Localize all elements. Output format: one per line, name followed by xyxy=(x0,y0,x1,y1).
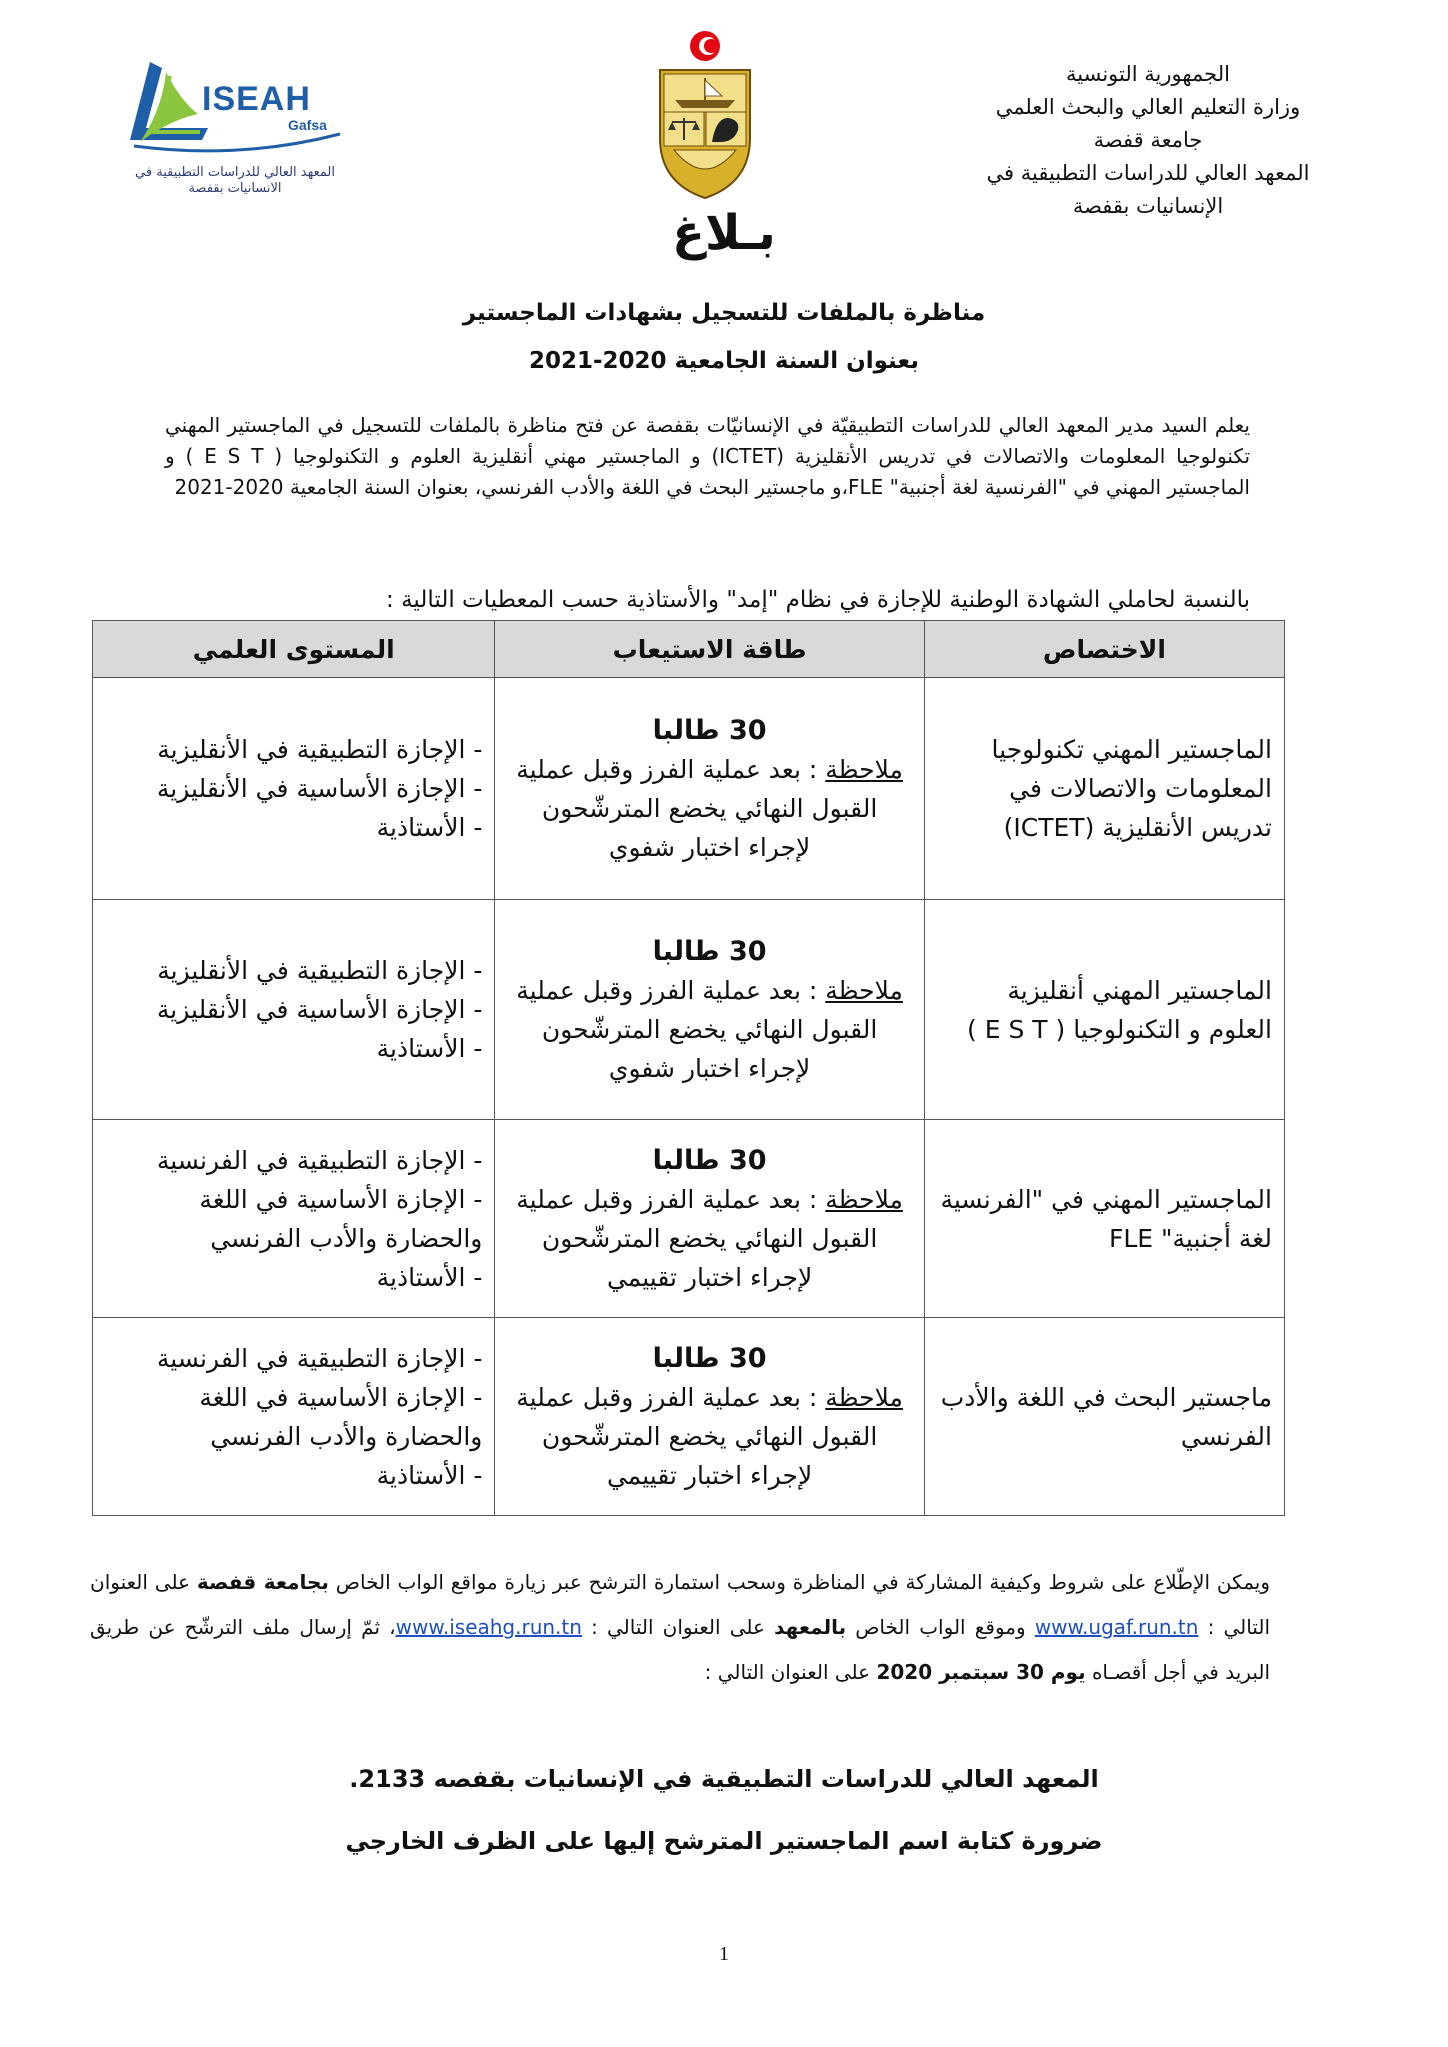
level-item: - الإجازة الأساسية في اللغة xyxy=(199,1382,483,1412)
intro-paragraph: يعلم السيد مدير المعهد العالي للدراسات التطبيقيّة في الإنسانيّات بقفصة عن فتح مناظرة بالملفات للتسجيل في الماجستير المهني تكنولوجيا المعلومات والاتصالات في تدريس الأنقليزية (ICTET) و الماجستير مهني أنقليزية العلوم و التكنولوجيا ( E S T ) و الماجستير المهني في "الفرنسية لغة أجنبية" FLE،و ماجستير البحث في اللغة والأدب الفرنسي، بعنوان السنة الجامعية 2020-2021 xyxy=(165,413,1251,499)
info-text: على العنوان التالي : xyxy=(90,1570,1271,1639)
ministry-header xyxy=(938,58,1358,223)
logo-subword: Gafsa xyxy=(288,117,327,133)
ministry-line: الإنسانيات بقفصة xyxy=(1072,194,1224,218)
ministry-line: المعهد العالي للدراسات التطبيقية في xyxy=(986,161,1310,185)
level-cell xyxy=(93,1318,495,1516)
specialty-cell: الماجستير المهني تكنولوجيا المعلومات والاتصالات في تدريس الأنقليزية (ICTET) xyxy=(924,678,1284,900)
capacity-cell xyxy=(495,900,924,1120)
tunisia-coat-of-arms-icon xyxy=(650,18,760,208)
info-text: ، ثمّ إرسال ملف الترشّح عن طريق البريد في أجل أقصـاه xyxy=(90,1615,1270,1684)
info-text: ويمكن الإطّلاع على شروط وكيفية المشاركة في المناظرة وسحب استمارة الترشح عبر زيارة مواقع الواب الخاص xyxy=(328,1570,1270,1594)
note-label: ملاحظة xyxy=(825,975,903,1005)
ministry-line: الجمهورية التونسية xyxy=(1066,62,1230,86)
capacity-value: 30 طالبا xyxy=(652,935,767,967)
specialty-cell: الماجستير المهني في "الفرنسية لغة أجنبية" FLE xyxy=(924,1120,1284,1318)
ministry-line: وزارة التعليم العالي والبحث العلمي xyxy=(995,95,1301,119)
level-item: - الأستاذية xyxy=(376,813,483,842)
note-label: ملاحظة xyxy=(825,1184,903,1214)
logo-caption: المعهد العالي للدراسات التطبيقية في الانسانيات بقفصة xyxy=(135,165,335,196)
capacity-value: 30 طالبا xyxy=(652,714,767,746)
capacity-note xyxy=(507,1180,911,1297)
level-item: - الإجازة التطبيقية في الأنقليزية xyxy=(157,735,483,764)
level-item: - الأستاذية xyxy=(376,1262,483,1292)
note-text: : بعد عملية الفرز وقبل عملية القبول النهائي يخضع المترشّحون لإجراء اختبار شفوي xyxy=(516,975,878,1083)
table-row xyxy=(93,1120,1285,1318)
logo-wordmark: ISEAH xyxy=(202,80,311,118)
capacity-value: 30 طالبا xyxy=(652,1342,767,1374)
specialty-cell: ماجستير البحث في اللغة والأدب الفرنسي xyxy=(924,1318,1284,1516)
table-row xyxy=(93,678,1285,900)
masters-table xyxy=(92,620,1285,1516)
capacity-value: 30 طالبا xyxy=(652,1144,767,1176)
level-item: والحضارة والأدب الفرنسي xyxy=(210,1421,483,1451)
note-text: : بعد عملية الفرز وقبل عملية القبول النهائي يخضع المترشّحون لإجراء اختبار تقييمي xyxy=(516,1184,878,1292)
institute-logo xyxy=(110,50,360,200)
institute-website-link[interactable]: www.iseahg.run.tn xyxy=(395,1615,582,1639)
note-text: : بعد عملية الفرز وقبل عملية القبول النهائي يخضع المترشّحون لإجراء اختبار شفوي xyxy=(516,754,878,862)
note-text: : بعد عملية الفرز وقبل عملية القبول النهائي يخضع المترشّحون لإجراء اختبار تقييمي xyxy=(516,1382,878,1490)
capacity-note xyxy=(507,750,911,867)
note-label: ملاحظة xyxy=(825,754,903,784)
level-cell xyxy=(93,1120,495,1318)
table-row xyxy=(93,1318,1285,1516)
university-website-link[interactable]: www.ugaf.run.tn xyxy=(1034,1615,1199,1639)
ministry-line: جامعة قفصة xyxy=(1093,128,1203,152)
deadline-date: يوم 30 سبتمبر 2020 xyxy=(876,1660,1086,1684)
academic-year-subtitle: بعنوان السنة الجامعية 2020-2021 xyxy=(528,348,920,374)
level-cell xyxy=(93,678,495,900)
envelope-note: ضرورة كتابة اسم الماجستير المترشح إليها على الظرف الخارجي xyxy=(345,1827,1103,1855)
document-title: بـلاغ xyxy=(672,205,776,261)
capacity-note xyxy=(507,971,911,1088)
table-header-row xyxy=(93,621,1285,678)
level-item: - الإجازة الأساسية في الأنقليزية xyxy=(156,774,483,803)
level-item: - الإجازة التطبيقية في الفرنسية xyxy=(156,1343,483,1373)
capacity-cell xyxy=(495,1318,924,1516)
specialty-cell: الماجستير المهني أنقليزية العلوم و التكنولوجيا ( E S T ) xyxy=(924,900,1284,1120)
document-subtitle: مناظرة بالملفات للتسجيل بشهادات الماجستير xyxy=(462,300,986,326)
capacity-cell xyxy=(495,1120,924,1318)
level-item: - الإجازة الأساسية في الأنقليزية xyxy=(156,995,483,1024)
info-text: وموقع الواب الخاص xyxy=(846,1615,1035,1639)
note-label: ملاحظة xyxy=(825,1382,903,1412)
header-specialty: الاختصاص xyxy=(924,621,1284,678)
header-capacity: طاقة الاستيعاب xyxy=(495,621,924,678)
header-level: المستوى العلمي xyxy=(93,621,495,678)
level-item: - الإجازة التطبيقية في الأنقليزية xyxy=(157,956,483,985)
info-text: على العنوان التالي : xyxy=(581,1615,775,1639)
table-lead: بالنسبة لحاملي الشهادة الوطنية للإجازة في نظام "إمد" والأستاذية حسب المعطيات التالية : xyxy=(386,587,1250,613)
level-item: - الإجازة التطبيقية في الفرنسية xyxy=(156,1145,483,1175)
info-text: على العنوان التالي : xyxy=(704,1660,877,1684)
capacity-cell xyxy=(495,678,924,900)
institute-word: بالمعهد xyxy=(774,1615,847,1639)
level-item: والحضارة والأدب الفرنسي xyxy=(210,1223,483,1253)
postal-address: المعهد العالي للدراسات التطبيقية في الإنسانيات بقفصه 2133. xyxy=(349,1765,1099,1793)
level-cell xyxy=(93,900,495,1120)
level-item: - الأستاذية xyxy=(376,1034,483,1063)
page-number: 1 xyxy=(719,1943,729,1965)
level-item: - الإجازة الأساسية في اللغة xyxy=(199,1184,483,1214)
level-item: - الأستاذية xyxy=(376,1460,483,1490)
capacity-note xyxy=(507,1378,911,1495)
info-paragraph xyxy=(90,1560,1270,1695)
university-name: بجامعة قفصة xyxy=(196,1570,329,1594)
table-row xyxy=(93,900,1285,1120)
